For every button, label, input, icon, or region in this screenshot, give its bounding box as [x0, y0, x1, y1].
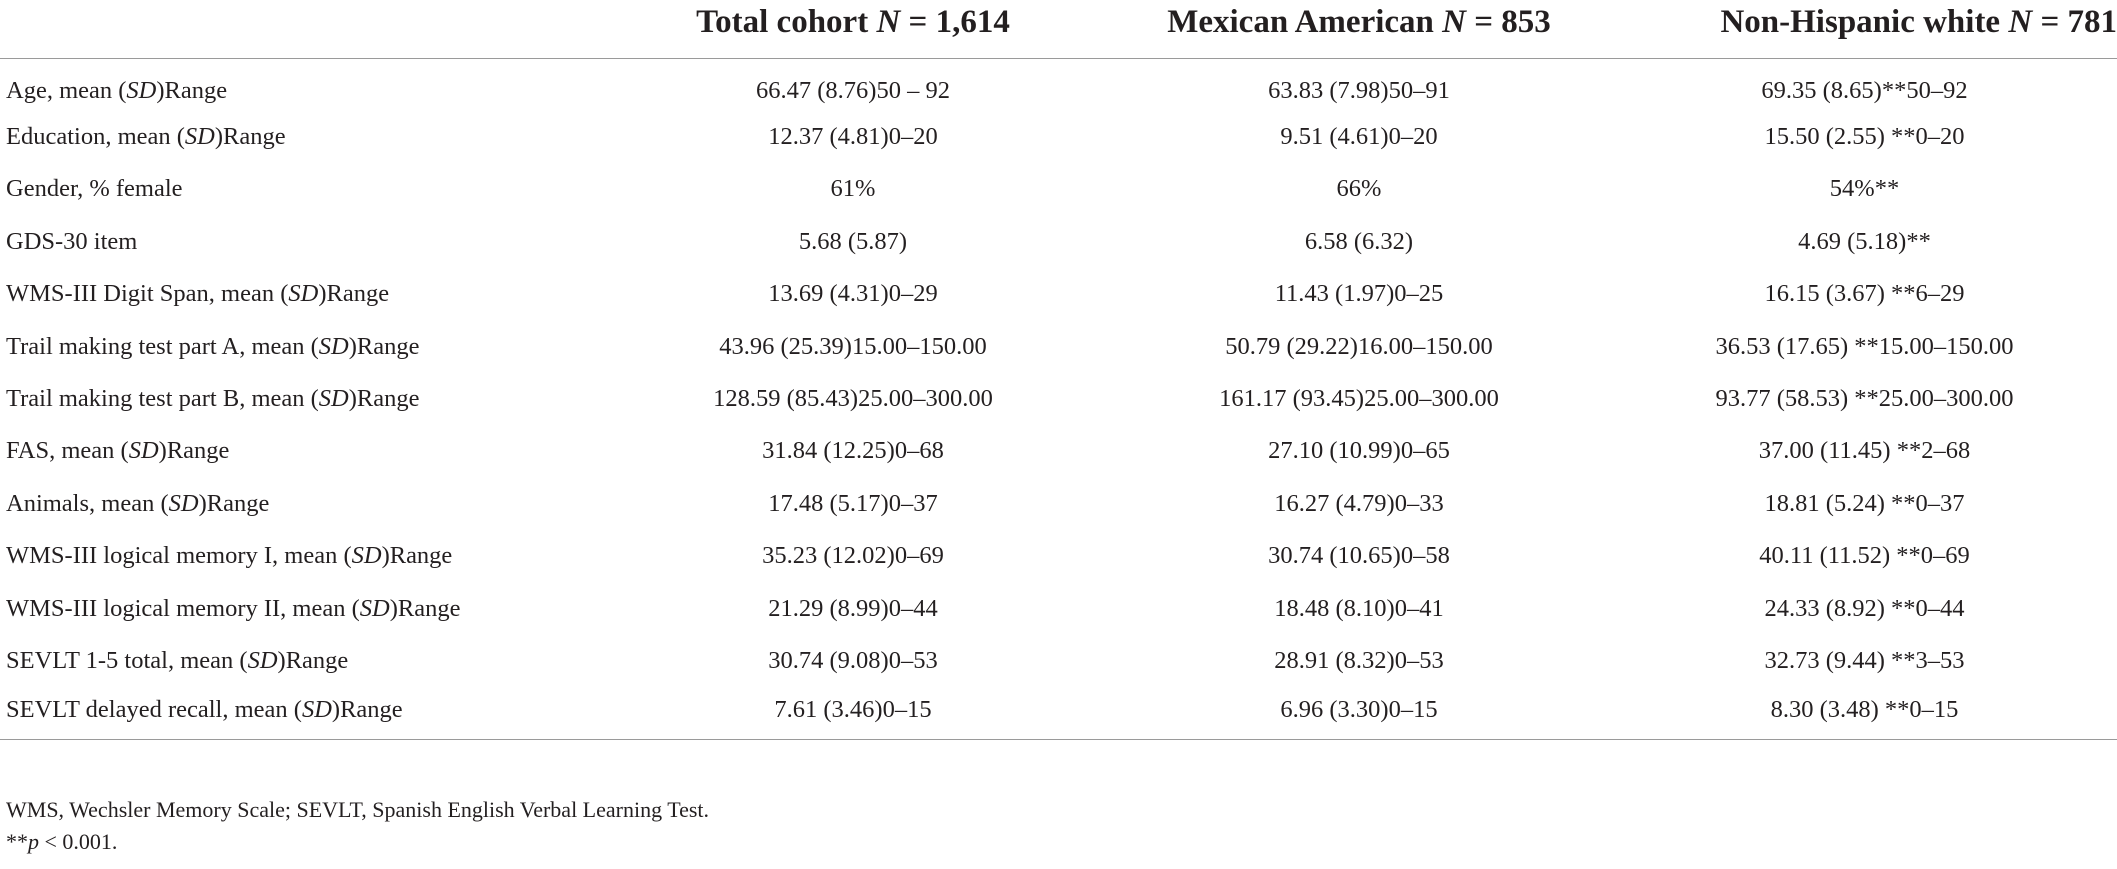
table-row: [0, 373, 2117, 425]
cell-mexican: 30.74 (10.65)0–58: [1268, 542, 1450, 570]
cell-mexican: 16.27 (4.79)0–33: [1274, 489, 1444, 517]
cell-mexican: 9.51 (4.61)0–20: [1280, 123, 1438, 151]
cell-total: 66.47 (8.76)50 – 92: [756, 76, 950, 104]
cell-white: 16.15 (3.67) **6–29: [1764, 280, 1965, 308]
cell-white: 18.81 (5.24) **0–37: [1764, 489, 1965, 517]
cell-mexican: 63.83 (7.98)50–91: [1268, 76, 1450, 104]
cell-white: 37.00 (11.45) **2–68: [1758, 437, 1971, 465]
table-row: [0, 163, 2117, 215]
cell-white: 24.33 (8.92) **0–44: [1764, 594, 1965, 622]
row-label: WMS-III logical memory I, mean (SD)Range: [6, 542, 453, 570]
cell-total: 7.61 (3.46)0–15: [600, 687, 1106, 739]
cell-white: 54%**: [1829, 175, 1900, 203]
table-body: [0, 59, 2117, 740]
table-row: [0, 59, 2117, 111]
row-label: Trail making test part B, mean (SD)Range: [6, 385, 420, 413]
cell-total: 13.69 (4.31)0–29: [768, 280, 938, 308]
header-non-hispanic-white: Non-Hispanic white N = 781: [1612, 0, 2117, 59]
cell-white: 93.77 (58.53) **25.00–300.00: [1715, 385, 2014, 413]
cell-total: 5.68 (5.87): [798, 227, 908, 255]
row-label: Education, mean (SD)Range: [6, 123, 286, 151]
table-row: [0, 216, 2117, 268]
header-empty-cell: [0, 0, 600, 59]
cell-total: 35.23 (12.02)0–69: [762, 542, 944, 570]
table-row: [0, 425, 2117, 477]
significance-footnote-text: **p < 0.001.: [6, 829, 118, 854]
row-label: SEVLT delayed recall, mean (SD)Range: [0, 687, 600, 739]
table-row: [0, 635, 2117, 687]
table-row: [0, 320, 2117, 372]
cell-mexican: 18.48 (8.10)0–41: [1274, 594, 1444, 622]
table-row: [0, 530, 2117, 582]
table-row: [0, 268, 2117, 320]
cell-mexican: 6.58 (6.32): [1304, 227, 1414, 255]
cell-white: 69.35 (8.65)**50–92: [1761, 76, 1968, 104]
cell-white: 32.73 (9.44) **3–53: [1764, 646, 1965, 674]
cell-total: 43.96 (25.39)15.00–150.00: [719, 332, 987, 360]
cell-total: 31.84 (12.25)0–68: [762, 437, 944, 465]
cell-total: 12.37 (4.81)0–20: [768, 123, 938, 151]
row-label: SEVLT 1-5 total, mean (SD)Range: [6, 646, 349, 674]
table-footnotes: [6, 794, 709, 858]
row-label: Trail making test part A, mean (SD)Range: [6, 332, 420, 360]
cell-mexican: 11.43 (1.97)0–25: [1274, 280, 1444, 308]
cell-mexican: 50.79 (29.22)16.00–150.00: [1225, 332, 1493, 360]
header-total-cohort: Total cohort N = 1,614: [600, 0, 1106, 59]
significance-footnote: [6, 826, 709, 858]
row-label: Gender, % female: [6, 175, 183, 203]
cell-mexican: 6.96 (3.30)0–15: [1106, 687, 1612, 739]
row-label: GDS-30 item: [6, 227, 138, 255]
table-row: [0, 582, 2117, 634]
cell-mexican: 27.10 (10.99)0–65: [1268, 437, 1450, 465]
row-label: FAS, mean (SD)Range: [6, 437, 230, 465]
cell-white: 15.50 (2.55) **0–20: [1764, 123, 1965, 151]
cell-mexican: 66%: [1336, 175, 1382, 203]
row-label: Age, mean (SD)Range: [6, 76, 228, 104]
cell-white: 4.69 (5.18)**: [1798, 227, 1931, 255]
cell-total: 61%: [830, 175, 876, 203]
row-label: Animals, mean (SD)Range: [6, 489, 270, 517]
cell-total: 128.59 (85.43)25.00–300.00: [713, 385, 993, 413]
cell-white: 40.11 (11.52) **0–69: [1759, 542, 1970, 570]
row-label: WMS-III Digit Span, mean (SD)Range: [6, 280, 390, 308]
cell-mexican: 161.17 (93.45)25.00–300.00: [1219, 385, 1499, 413]
cell-white: 8.30 (3.48) **0–15: [1612, 687, 2117, 739]
cell-total: 21.29 (8.99)0–44: [768, 594, 938, 622]
cell-total: 30.74 (9.08)0–53: [768, 646, 938, 674]
table-row: [0, 478, 2117, 530]
cell-white: 36.53 (17.65) **15.00–150.00: [1715, 332, 2014, 360]
cell-mexican: 28.91 (8.32)0–53: [1274, 646, 1444, 674]
table-row: [0, 111, 2117, 163]
cell-total: 17.48 (5.17)0–37: [768, 489, 938, 517]
table-row: [0, 687, 2117, 739]
abbreviations-footnote: WMS, Wechsler Memory Scale; SEVLT, Spanish English Verbal Learning Test.: [6, 797, 710, 822]
table-header-row: [0, 0, 2117, 59]
row-label: WMS-III logical memory II, mean (SD)Range: [6, 594, 461, 622]
header-mexican-american: Mexican American N = 853: [1106, 0, 1612, 59]
